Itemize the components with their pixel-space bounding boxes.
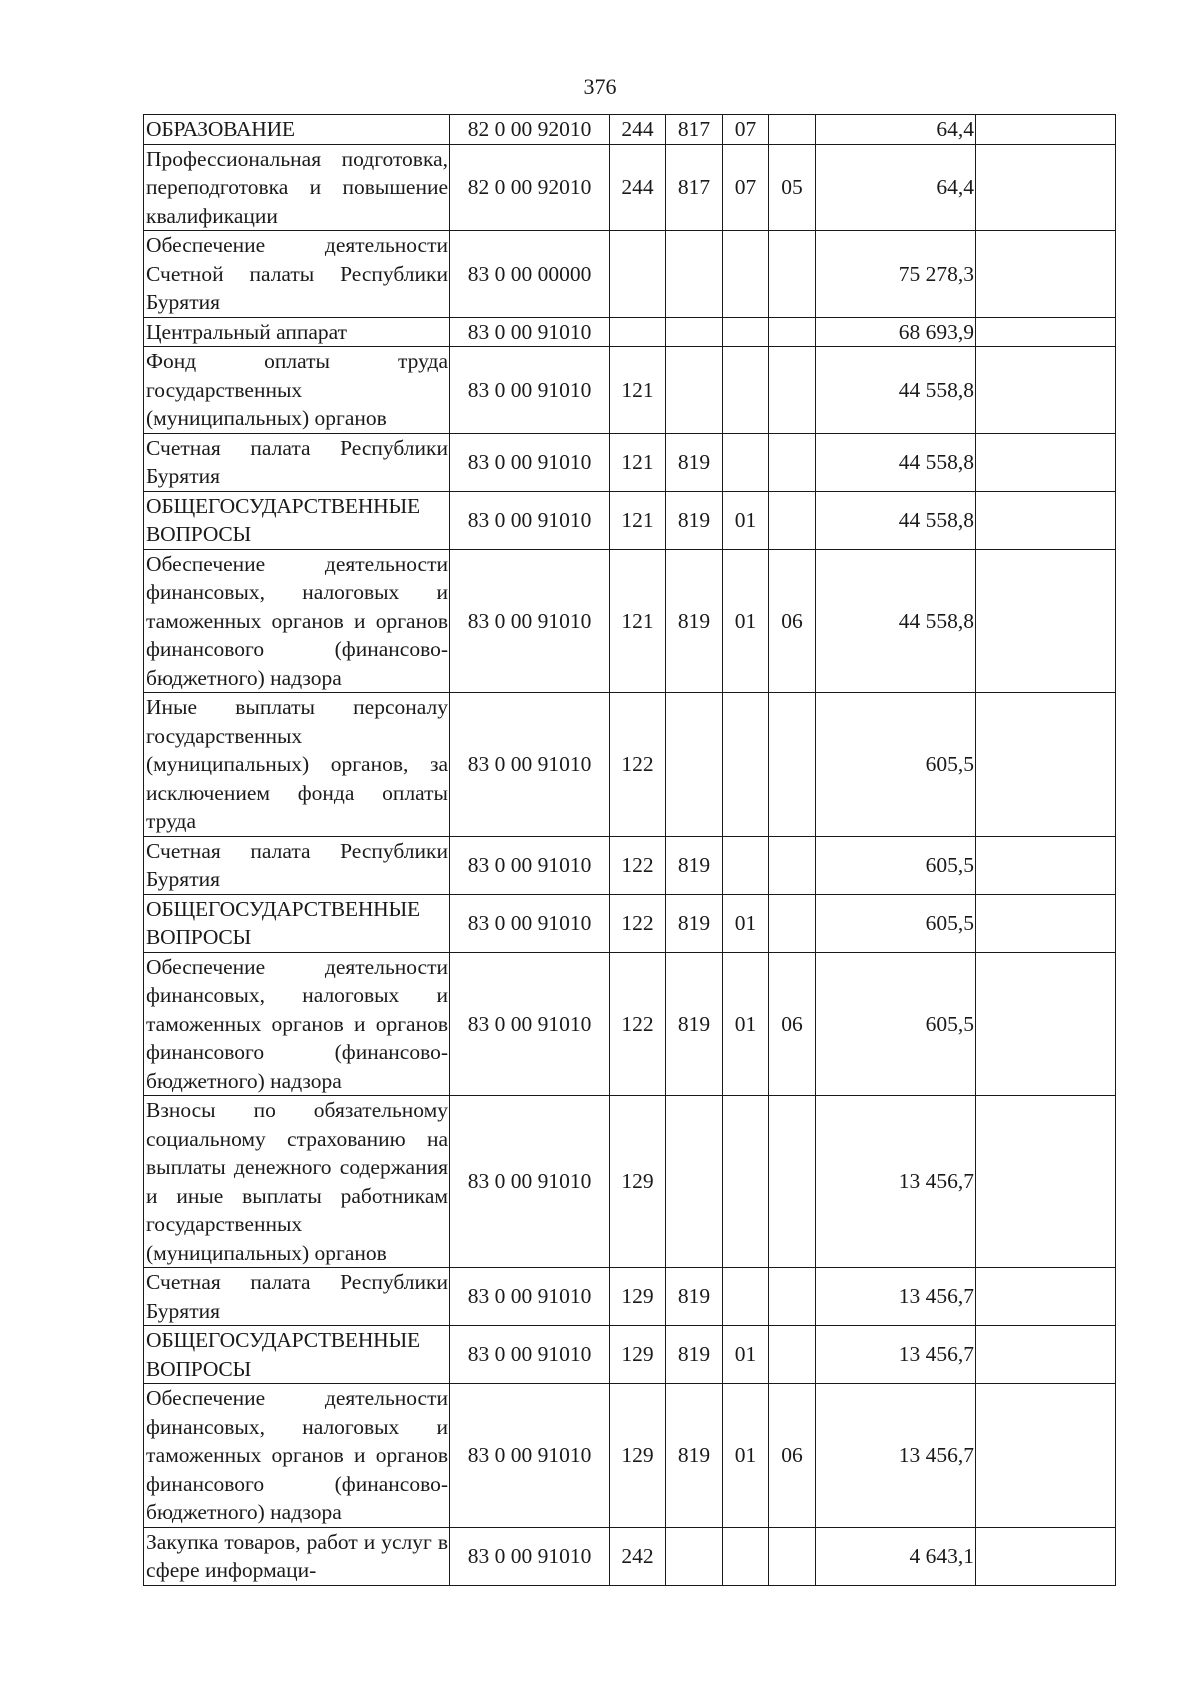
amount-cell: 44 558,8	[816, 491, 976, 549]
amount-cell: 68 693,9	[816, 317, 976, 347]
target-article-cell: 83 0 00 91010	[450, 549, 610, 693]
administrator-cell: 819	[666, 1326, 723, 1384]
administrator-cell	[666, 347, 723, 434]
table-row	[144, 433, 1116, 491]
table-row	[144, 231, 1116, 318]
row-name-cell: Счетная палата Республики Бурятия	[144, 836, 450, 894]
administrator-cell: 817	[666, 144, 723, 231]
section-cell: 01	[723, 491, 769, 549]
subsection-cell	[769, 231, 816, 318]
row-name-cell: Счетная палата Республики Бурятия	[144, 1268, 450, 1326]
row-name-cell: Счетная палата Республики Бурятия	[144, 433, 450, 491]
extra-cell	[976, 836, 1116, 894]
subsection-cell	[769, 491, 816, 549]
subsection-cell	[769, 693, 816, 837]
subsection-cell	[769, 115, 816, 145]
target-article-cell: 83 0 00 91010	[450, 317, 610, 347]
section-cell	[723, 836, 769, 894]
table-row	[144, 317, 1116, 347]
extra-cell	[976, 1096, 1116, 1268]
extra-cell	[976, 952, 1116, 1096]
section-cell: 07	[723, 144, 769, 231]
amount-cell: 13 456,7	[816, 1096, 976, 1268]
target-article-cell: 83 0 00 91010	[450, 1096, 610, 1268]
table-row	[144, 491, 1116, 549]
target-article-cell: 83 0 00 91010	[450, 952, 610, 1096]
section-cell: 01	[723, 549, 769, 693]
administrator-cell	[666, 317, 723, 347]
row-name-cell: ОБЩЕГОСУДАРСТВЕННЫЕ ВОПРОСЫ	[144, 894, 450, 952]
subsection-cell	[769, 433, 816, 491]
subsection-cell	[769, 1096, 816, 1268]
amount-cell: 13 456,7	[816, 1268, 976, 1326]
table-row	[144, 1527, 1116, 1585]
table-row	[144, 549, 1116, 693]
amount-cell: 4 643,1	[816, 1527, 976, 1585]
expense-type-cell: 121	[610, 433, 666, 491]
row-name-cell: Профессиональная подготовка, переподготовка и повышение квалификации	[144, 144, 450, 231]
administrator-cell: 819	[666, 433, 723, 491]
target-article-cell: 83 0 00 91010	[450, 836, 610, 894]
administrator-cell: 819	[666, 894, 723, 952]
expense-type-cell: 129	[610, 1326, 666, 1384]
extra-cell	[976, 317, 1116, 347]
target-article-cell: 83 0 00 91010	[450, 693, 610, 837]
table-row	[144, 952, 1116, 1096]
target-article-cell: 83 0 00 91010	[450, 347, 610, 434]
budget-table	[143, 114, 1116, 1586]
section-cell	[723, 693, 769, 837]
section-cell: 01	[723, 1326, 769, 1384]
amount-cell: 605,5	[816, 836, 976, 894]
row-name-cell: Обеспечение деятельности финансовых, налоговых и таможенных органов и органов финансового (финансово-бюджетного) надзора	[144, 1384, 450, 1528]
expense-type-cell: 129	[610, 1096, 666, 1268]
extra-cell	[976, 1527, 1116, 1585]
amount-cell: 605,5	[816, 693, 976, 837]
expense-type-cell: 242	[610, 1527, 666, 1585]
row-name-cell: Фонд оплаты труда государственных (муниципальных) органов	[144, 347, 450, 434]
table-row	[144, 1268, 1116, 1326]
section-cell	[723, 231, 769, 318]
extra-cell	[976, 433, 1116, 491]
target-article-cell: 83 0 00 91010	[450, 433, 610, 491]
target-article-cell: 82 0 00 92010	[450, 115, 610, 145]
administrator-cell	[666, 1527, 723, 1585]
section-cell	[723, 1096, 769, 1268]
row-name-cell: ОБЩЕГОСУДАРСТВЕННЫЕ ВОПРОСЫ	[144, 491, 450, 549]
extra-cell	[976, 115, 1116, 145]
expense-type-cell: 122	[610, 894, 666, 952]
table-row	[144, 1326, 1116, 1384]
expense-type-cell: 121	[610, 549, 666, 693]
subsection-cell	[769, 347, 816, 434]
extra-cell	[976, 347, 1116, 434]
expense-type-cell	[610, 317, 666, 347]
section-cell: 01	[723, 1384, 769, 1528]
target-article-cell: 82 0 00 92010	[450, 144, 610, 231]
extra-cell	[976, 1326, 1116, 1384]
section-cell	[723, 1527, 769, 1585]
administrator-cell	[666, 1096, 723, 1268]
amount-cell: 44 558,8	[816, 433, 976, 491]
row-name-cell: Иные выплаты персоналу государственных (муниципальных) органов, за исключением фонда оплаты труда	[144, 693, 450, 837]
amount-cell: 64,4	[816, 144, 976, 231]
extra-cell	[976, 144, 1116, 231]
table-row	[144, 144, 1116, 231]
amount-cell: 13 456,7	[816, 1326, 976, 1384]
expense-type-cell: 121	[610, 347, 666, 434]
expense-type-cell: 122	[610, 836, 666, 894]
subsection-cell	[769, 1326, 816, 1384]
amount-cell: 44 558,8	[816, 549, 976, 693]
section-cell: 07	[723, 115, 769, 145]
target-article-cell: 83 0 00 91010	[450, 1527, 610, 1585]
administrator-cell: 817	[666, 115, 723, 145]
section-cell	[723, 347, 769, 434]
target-article-cell: 83 0 00 91010	[450, 1268, 610, 1326]
section-cell	[723, 1268, 769, 1326]
amount-cell: 13 456,7	[816, 1384, 976, 1528]
expense-type-cell: 122	[610, 693, 666, 837]
row-name-cell: ОБЩЕГОСУДАРСТВЕННЫЕ ВОПРОСЫ	[144, 1326, 450, 1384]
administrator-cell: 819	[666, 836, 723, 894]
section-cell: 01	[723, 894, 769, 952]
extra-cell	[976, 1268, 1116, 1326]
administrator-cell: 819	[666, 952, 723, 1096]
subsection-cell: 06	[769, 549, 816, 693]
table-row	[144, 1096, 1116, 1268]
row-name-cell: Закупка товаров, работ и услуг в сфере информаци-	[144, 1527, 450, 1585]
administrator-cell: 819	[666, 491, 723, 549]
administrator-cell: 819	[666, 549, 723, 693]
target-article-cell: 83 0 00 00000	[450, 231, 610, 318]
subsection-cell	[769, 836, 816, 894]
target-article-cell: 83 0 00 91010	[450, 1384, 610, 1528]
extra-cell	[976, 894, 1116, 952]
administrator-cell: 819	[666, 1384, 723, 1528]
table-row	[144, 894, 1116, 952]
row-name-cell: ОБРАЗОВАНИЕ	[144, 115, 450, 145]
row-name-cell: Центральный аппарат	[144, 317, 450, 347]
expense-type-cell	[610, 231, 666, 318]
section-cell	[723, 433, 769, 491]
row-name-cell: Взносы по обязательному социальному страхованию на выплаты денежного содержания и иные выплаты работникам государственных (муниципальных) органов	[144, 1096, 450, 1268]
administrator-cell	[666, 231, 723, 318]
expense-type-cell: 244	[610, 144, 666, 231]
budget-table-body	[144, 115, 1116, 1586]
subsection-cell	[769, 317, 816, 347]
subsection-cell: 06	[769, 952, 816, 1096]
subsection-cell	[769, 894, 816, 952]
expense-type-cell: 122	[610, 952, 666, 1096]
extra-cell	[976, 1384, 1116, 1528]
subsection-cell: 05	[769, 144, 816, 231]
target-article-cell: 83 0 00 91010	[450, 894, 610, 952]
administrator-cell: 819	[666, 1268, 723, 1326]
target-article-cell: 83 0 00 91010	[450, 1326, 610, 1384]
administrator-cell	[666, 693, 723, 837]
expense-type-cell: 129	[610, 1384, 666, 1528]
amount-cell: 605,5	[816, 894, 976, 952]
expense-type-cell: 244	[610, 115, 666, 145]
extra-cell	[976, 549, 1116, 693]
amount-cell: 44 558,8	[816, 347, 976, 434]
amount-cell: 605,5	[816, 952, 976, 1096]
extra-cell	[976, 693, 1116, 837]
subsection-cell	[769, 1268, 816, 1326]
row-name-cell: Обеспечение деятельности финансовых, налоговых и таможенных органов и органов финансового (финансово-бюджетного) надзора	[144, 549, 450, 693]
table-row	[144, 115, 1116, 145]
amount-cell: 75 278,3	[816, 231, 976, 318]
row-name-cell: Обеспечение деятельности финансовых, налоговых и таможенных органов и органов финансового (финансово-бюджетного) надзора	[144, 952, 450, 1096]
table-row	[144, 836, 1116, 894]
section-cell	[723, 317, 769, 347]
expense-type-cell: 121	[610, 491, 666, 549]
page-number: 376	[583, 74, 617, 99]
subsection-cell	[769, 1527, 816, 1585]
table-row	[144, 347, 1116, 434]
target-article-cell: 83 0 00 91010	[450, 491, 610, 549]
extra-cell	[976, 491, 1116, 549]
section-cell: 01	[723, 952, 769, 1096]
amount-cell: 64,4	[816, 115, 976, 145]
subsection-cell: 06	[769, 1384, 816, 1528]
expense-type-cell: 129	[610, 1268, 666, 1326]
table-row	[144, 693, 1116, 837]
row-name-cell: Обеспечение деятельности Счетной палаты Республики Бурятия	[144, 231, 450, 318]
extra-cell	[976, 231, 1116, 318]
table-row	[144, 1384, 1116, 1528]
